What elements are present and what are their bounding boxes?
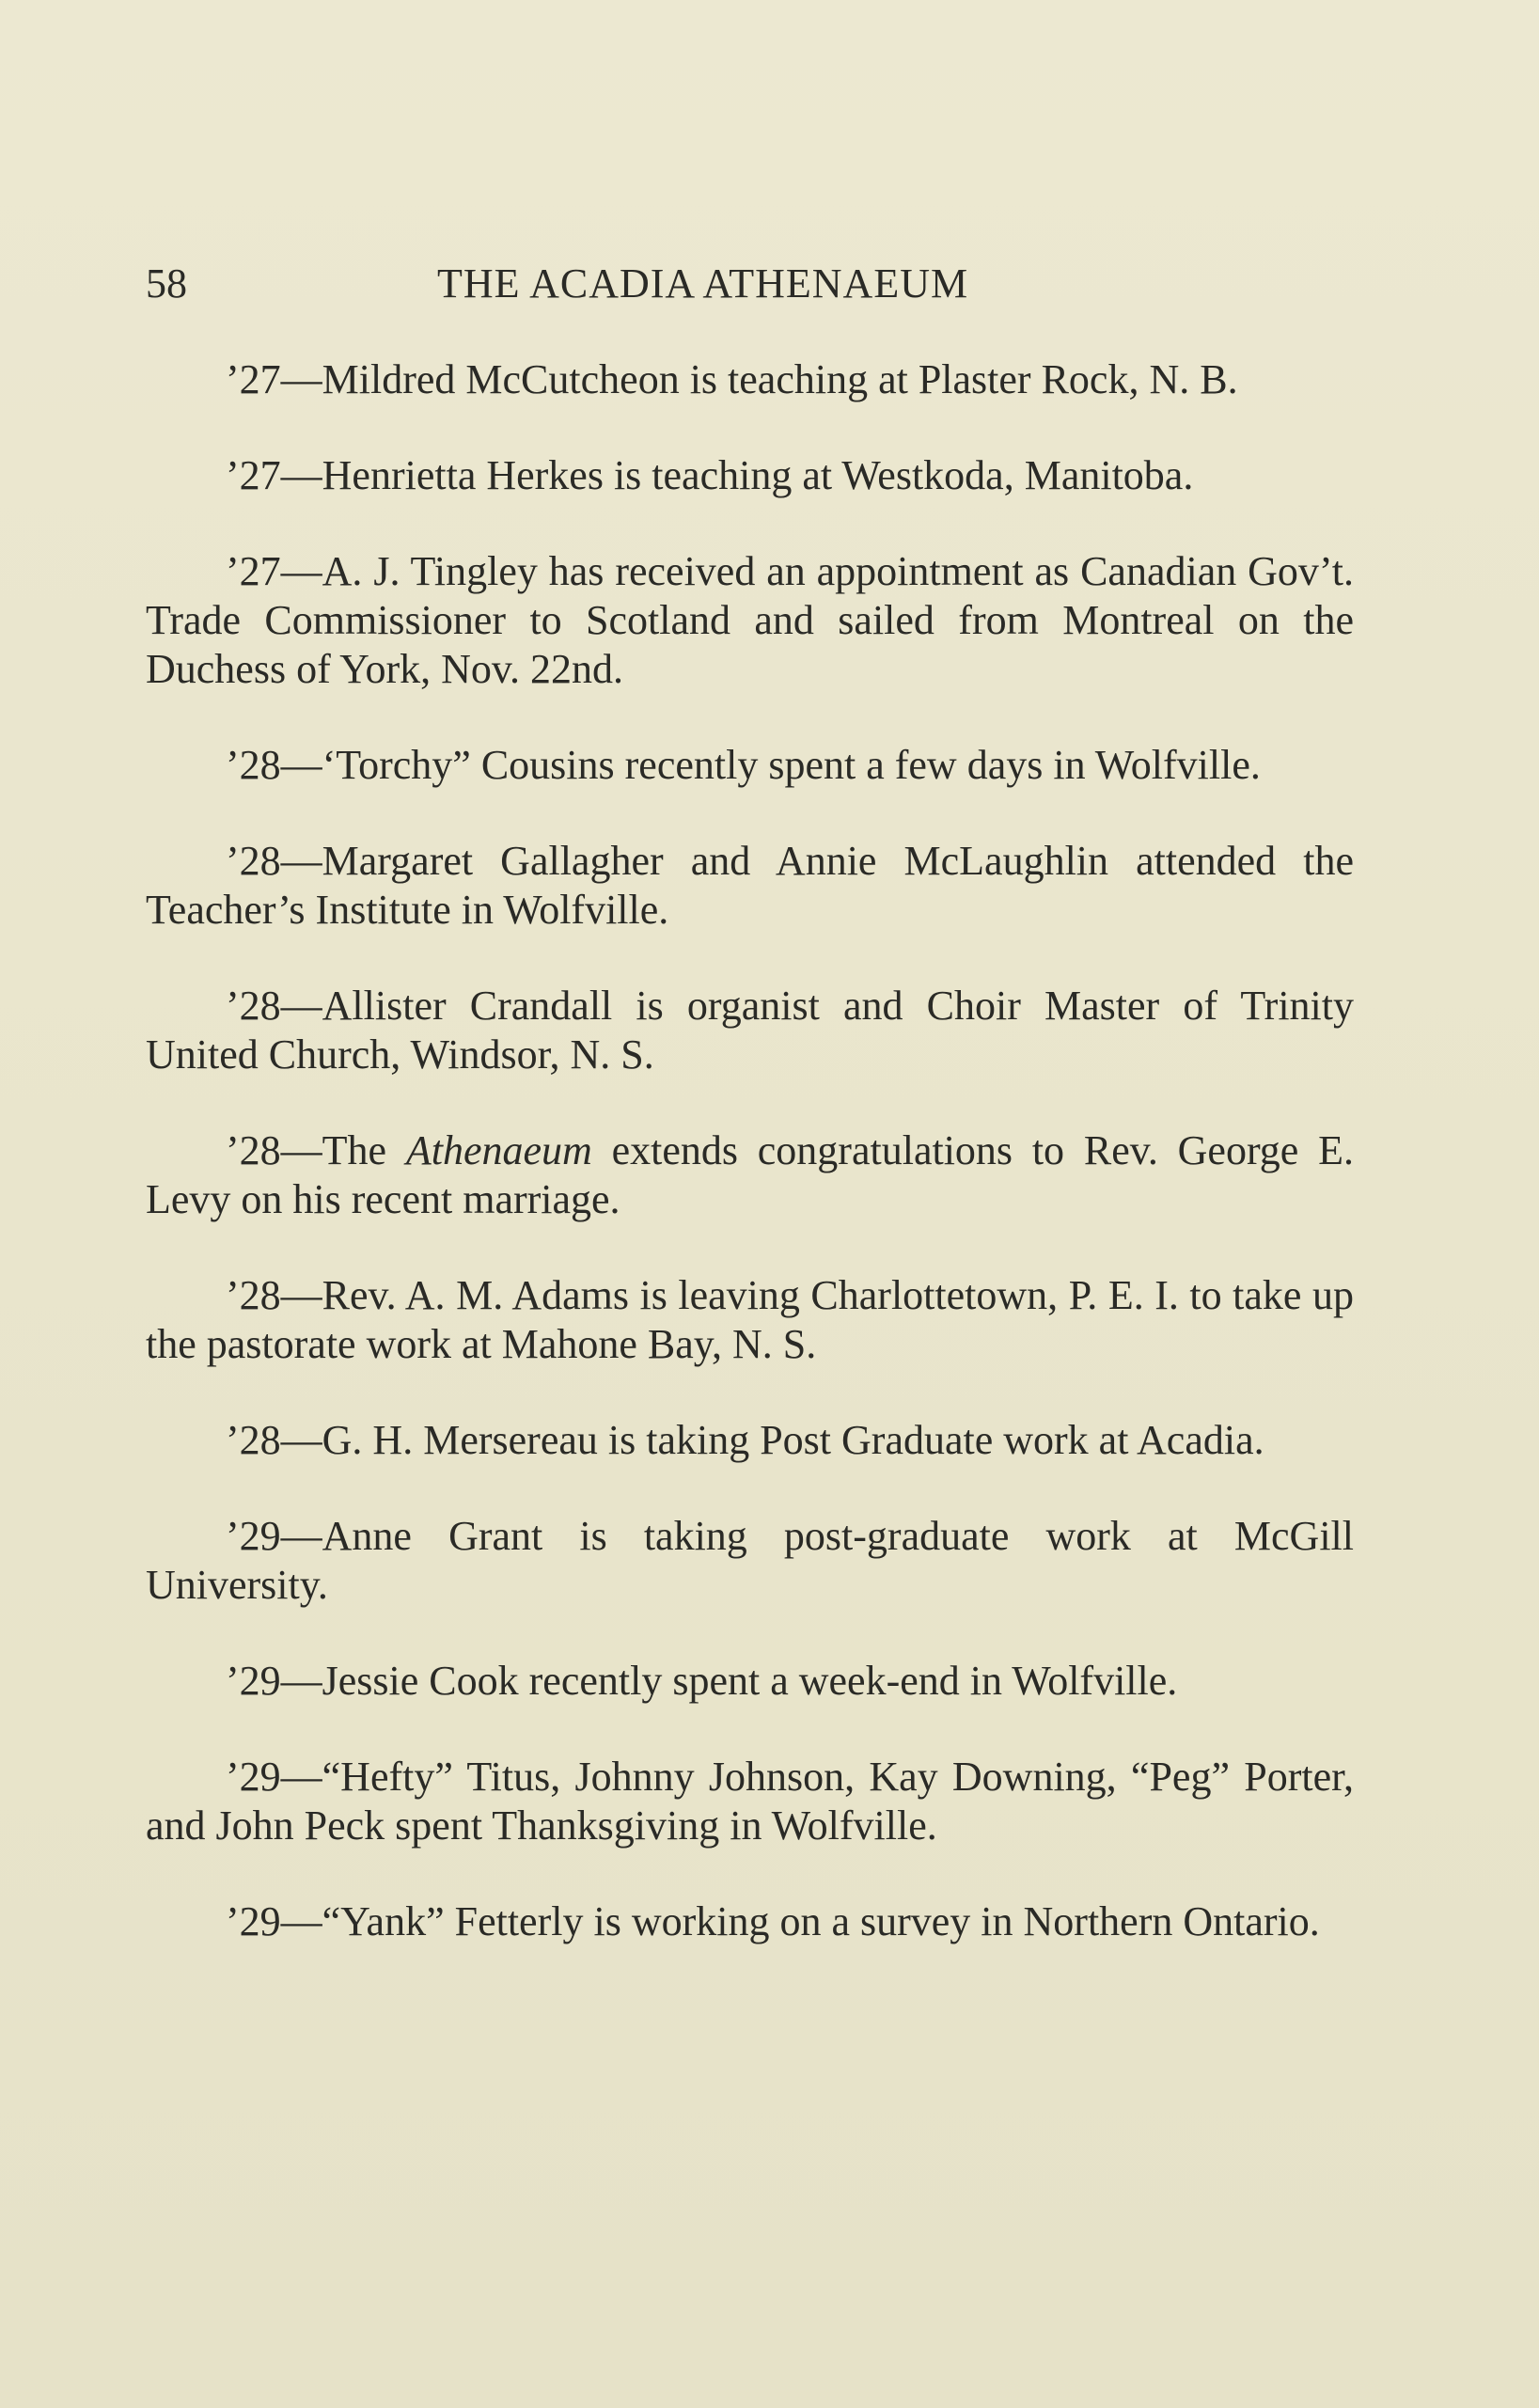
publication-name: Athenaeum xyxy=(405,1127,592,1173)
alumni-note: ’29—“Yank” Fetterly is working on a survey in Northern Ontario. xyxy=(226,1898,1320,1944)
alumni-note: ’29—Anne Grant is taking post-graduate work at McGill University. xyxy=(146,1513,1354,1608)
note-text: extends congratulations to Rev. George E. Levy on his recent marriage. xyxy=(146,1127,1355,1222)
alumni-note: ’29—“Hefty” Titus, Johnny Johnson, Kay Downing, “Peg” Porter, and John Peck spent Thanksgiving in Wolfville. xyxy=(146,1754,1354,1849)
alumni-note: ’27—Henrietta Herkes is teaching at Westkoda, Manitoba. xyxy=(226,452,1194,498)
alumni-note: ’27—Mildred McCutcheon is teaching at Plaster Rock, N. B. xyxy=(226,356,1238,402)
alumni-note: ’28—Allister Crandall is organist and Choir Master of Trinity United Church, Windsor, N. S. xyxy=(146,983,1354,1078)
alumni-note: ’28—Rev. A. M. Adams is leaving Charlottetown, P. E. I. to take up the pastorate work at Mahone Bay, N. S. xyxy=(146,1272,1354,1367)
page-number: 58 xyxy=(146,260,187,307)
alumni-note: ’28—Margaret Gallagher and Annie McLaughlin attended the Teacher’s Institute in Wolfville. xyxy=(146,838,1354,933)
alumni-note: ’27—A. J. Tingley has received an appointment as Canadian Gov’t. Trade Commissioner to Scotland and sailed from Montreal on the Duchess of York, Nov. 22nd. xyxy=(146,548,1354,692)
alumni-note: ’29—Jessie Cook recently spent a week-end in Wolfville. xyxy=(226,1658,1178,1704)
running-title: THE ACADIA ATHENAEUM xyxy=(437,260,969,307)
alumni-note: ’28—‘Torchy” Cousins recently spent a few days in Wolfville. xyxy=(226,742,1261,788)
note-text: ’28—The xyxy=(226,1127,406,1173)
alumni-notes xyxy=(146,355,1354,1993)
alumni-note: ’28—G. H. Mersereau is taking Post Graduate work at Acadia. xyxy=(226,1417,1264,1463)
alumni-note xyxy=(146,1126,1354,1224)
page-header xyxy=(146,256,1354,312)
